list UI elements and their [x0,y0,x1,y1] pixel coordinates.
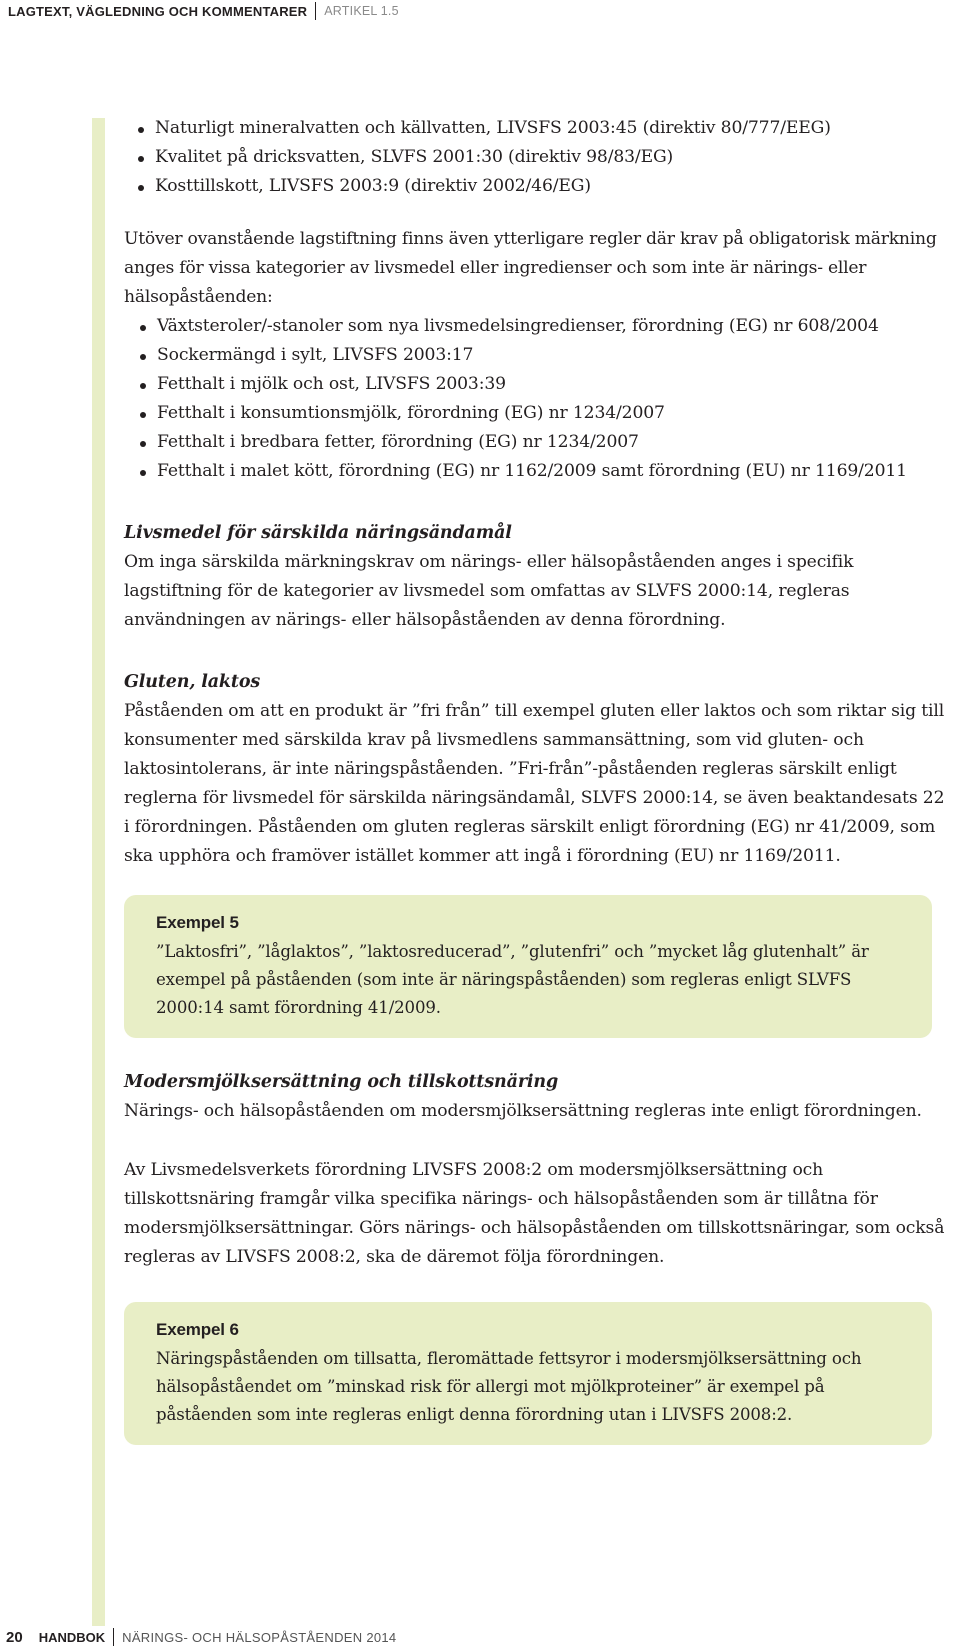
example-6-box [124,1302,932,1445]
footer-divider [113,1628,114,1646]
list-item: Sockermängd i sylt, LIVSFS 2003:17 [124,341,954,370]
section-title: LAGTEXT, VÄGLEDNING OCH KOMMENTARER [8,3,308,19]
list-item: Fetthalt i bredbara fetter, förordning (EG) nr 1234/2007 [124,428,954,457]
list-item: Fetthalt i konsumtionsmjölk, förordning (EG) nr 1234/2007 [124,399,954,428]
list-item: Kvalitet på dricksvatten, SLVFS 2001:30 (direktiv 98/83/EG) [124,143,954,172]
example-6-text: Näringspåståenden om tillsatta, fleromättade fettsyror i modersmjölksersättning och hälsopåståendet om ”minskad risk för allergi mot mjölkproteiner” är exempel på påståenden som inte regleras enligt denna förordning utan i LIVSFS 2008:2. [156,1349,862,1424]
running-head [8,0,399,22]
footer-publication: NÄRINGS- OCH HÄLSOPÅSTÅENDEN 2014 [122,1629,397,1645]
heading-infant-formula: Modersmjölksersättning och tillskottsnäring [124,1072,559,1092]
bullet-list-directives [124,114,954,201]
intro-paragraph: Utöver ovanstående lagstiftning finns även ytterligare regler där krav på obligatorisk märkning anges för vissa kategorier av livsmedel eller ingredienser och som inte är närings- eller hälsopåståenden: [124,229,937,307]
page-content [124,114,954,1445]
example-5-title: Exempel 5 [156,913,239,932]
example-5-text: ”Laktosfri”, ”låglaktos”, ”laktosreducerad”, ”glutenfri” och ”mycket låg glutenhalt” är exempel på påståenden (som inte är näringspåståenden) som regleras enligt SLVFS 2000:14 samt förordning 41/2009. [156,942,869,1017]
paragraph-livsfs-2008: Av Livsmedelsverkets förordning LIVSFS 2008:2 om modersmjölksersättning och tillskottsnäring framgår vilka specifika närings- och hälsopåståenden som är tillåtna för modersmjölksersättningar. Görs närings- och hälsopåståenden om tillskottsnäringar, som också regleras av LIVSFS 2008:2, ska de däremot följa förordningen. [124,1160,945,1267]
page-number: 20 [6,1628,23,1646]
list-item: Fetthalt i malet kött, förordning (EG) nr 1162/2009 samt förordning (EU) nr 1169/2011 [124,457,954,486]
list-item: Fetthalt i mjölk och ost, LIVSFS 2003:39 [124,370,954,399]
example-6-title: Exempel 6 [156,1320,239,1339]
heading-special-nutrition: Livsmedel för särskilda näringsändamål [124,523,512,543]
example-5-box [124,895,932,1038]
footer-book-label: HANDBOK [38,1629,106,1645]
paragraph-special-nutrition: Om inga särskilda märkningskrav om närings- eller hälsopåståenden anges i specifik lagstiftning för de kategorier av livsmedel som omfattas av SLVFS 2000:14, regleras användningen av närings- eller hälsopåståenden av denna förordning. [124,552,854,630]
paragraph-gluten-lactose: Påståenden om att en produkt är ”fri från” till exempel gluten eller laktos och som riktar sig till konsumenter med särskilda krav på livsmedlens sammansättning, som vid gluten- och laktosintolerans, är inte näringspåståenden. ”Fri-från”-påståenden regleras särskilt enligt reglerna för livsmedel för särskilda näringsändamål, SLVFS 2000:14, se även beaktandesats 22 i förordningen. Påståenden om gluten regleras särskilt enligt förordning (EG) nr 41/2009, som ska upphöra och framöver istället kommer att ingå i förordning (EU) nr 1169/2011. [124,701,945,866]
heading-gluten-lactose: Gluten, laktos [124,672,261,692]
accent-bar [92,118,105,1626]
list-item: Kosttillskott, LIVSFS 2003:9 (direktiv 2002/46/EG) [124,172,954,201]
paragraph-infant-formula: Närings- och hälsopåståenden om modersmjölksersättning regleras inte enligt förordningen. [124,1101,922,1121]
list-item: Växtsteroler/-stanoler som nya livsmedelsingredienser, förordning (EG) nr 608/2004 [124,312,954,341]
list-item: Naturligt mineralvatten och källvatten, LIVSFS 2003:45 (direktiv 80/777/EEG) [124,114,954,143]
article-label: ARTIKEL 1.5 [324,4,399,18]
bullet-list-labelling [124,312,954,486]
header-divider [315,2,316,20]
